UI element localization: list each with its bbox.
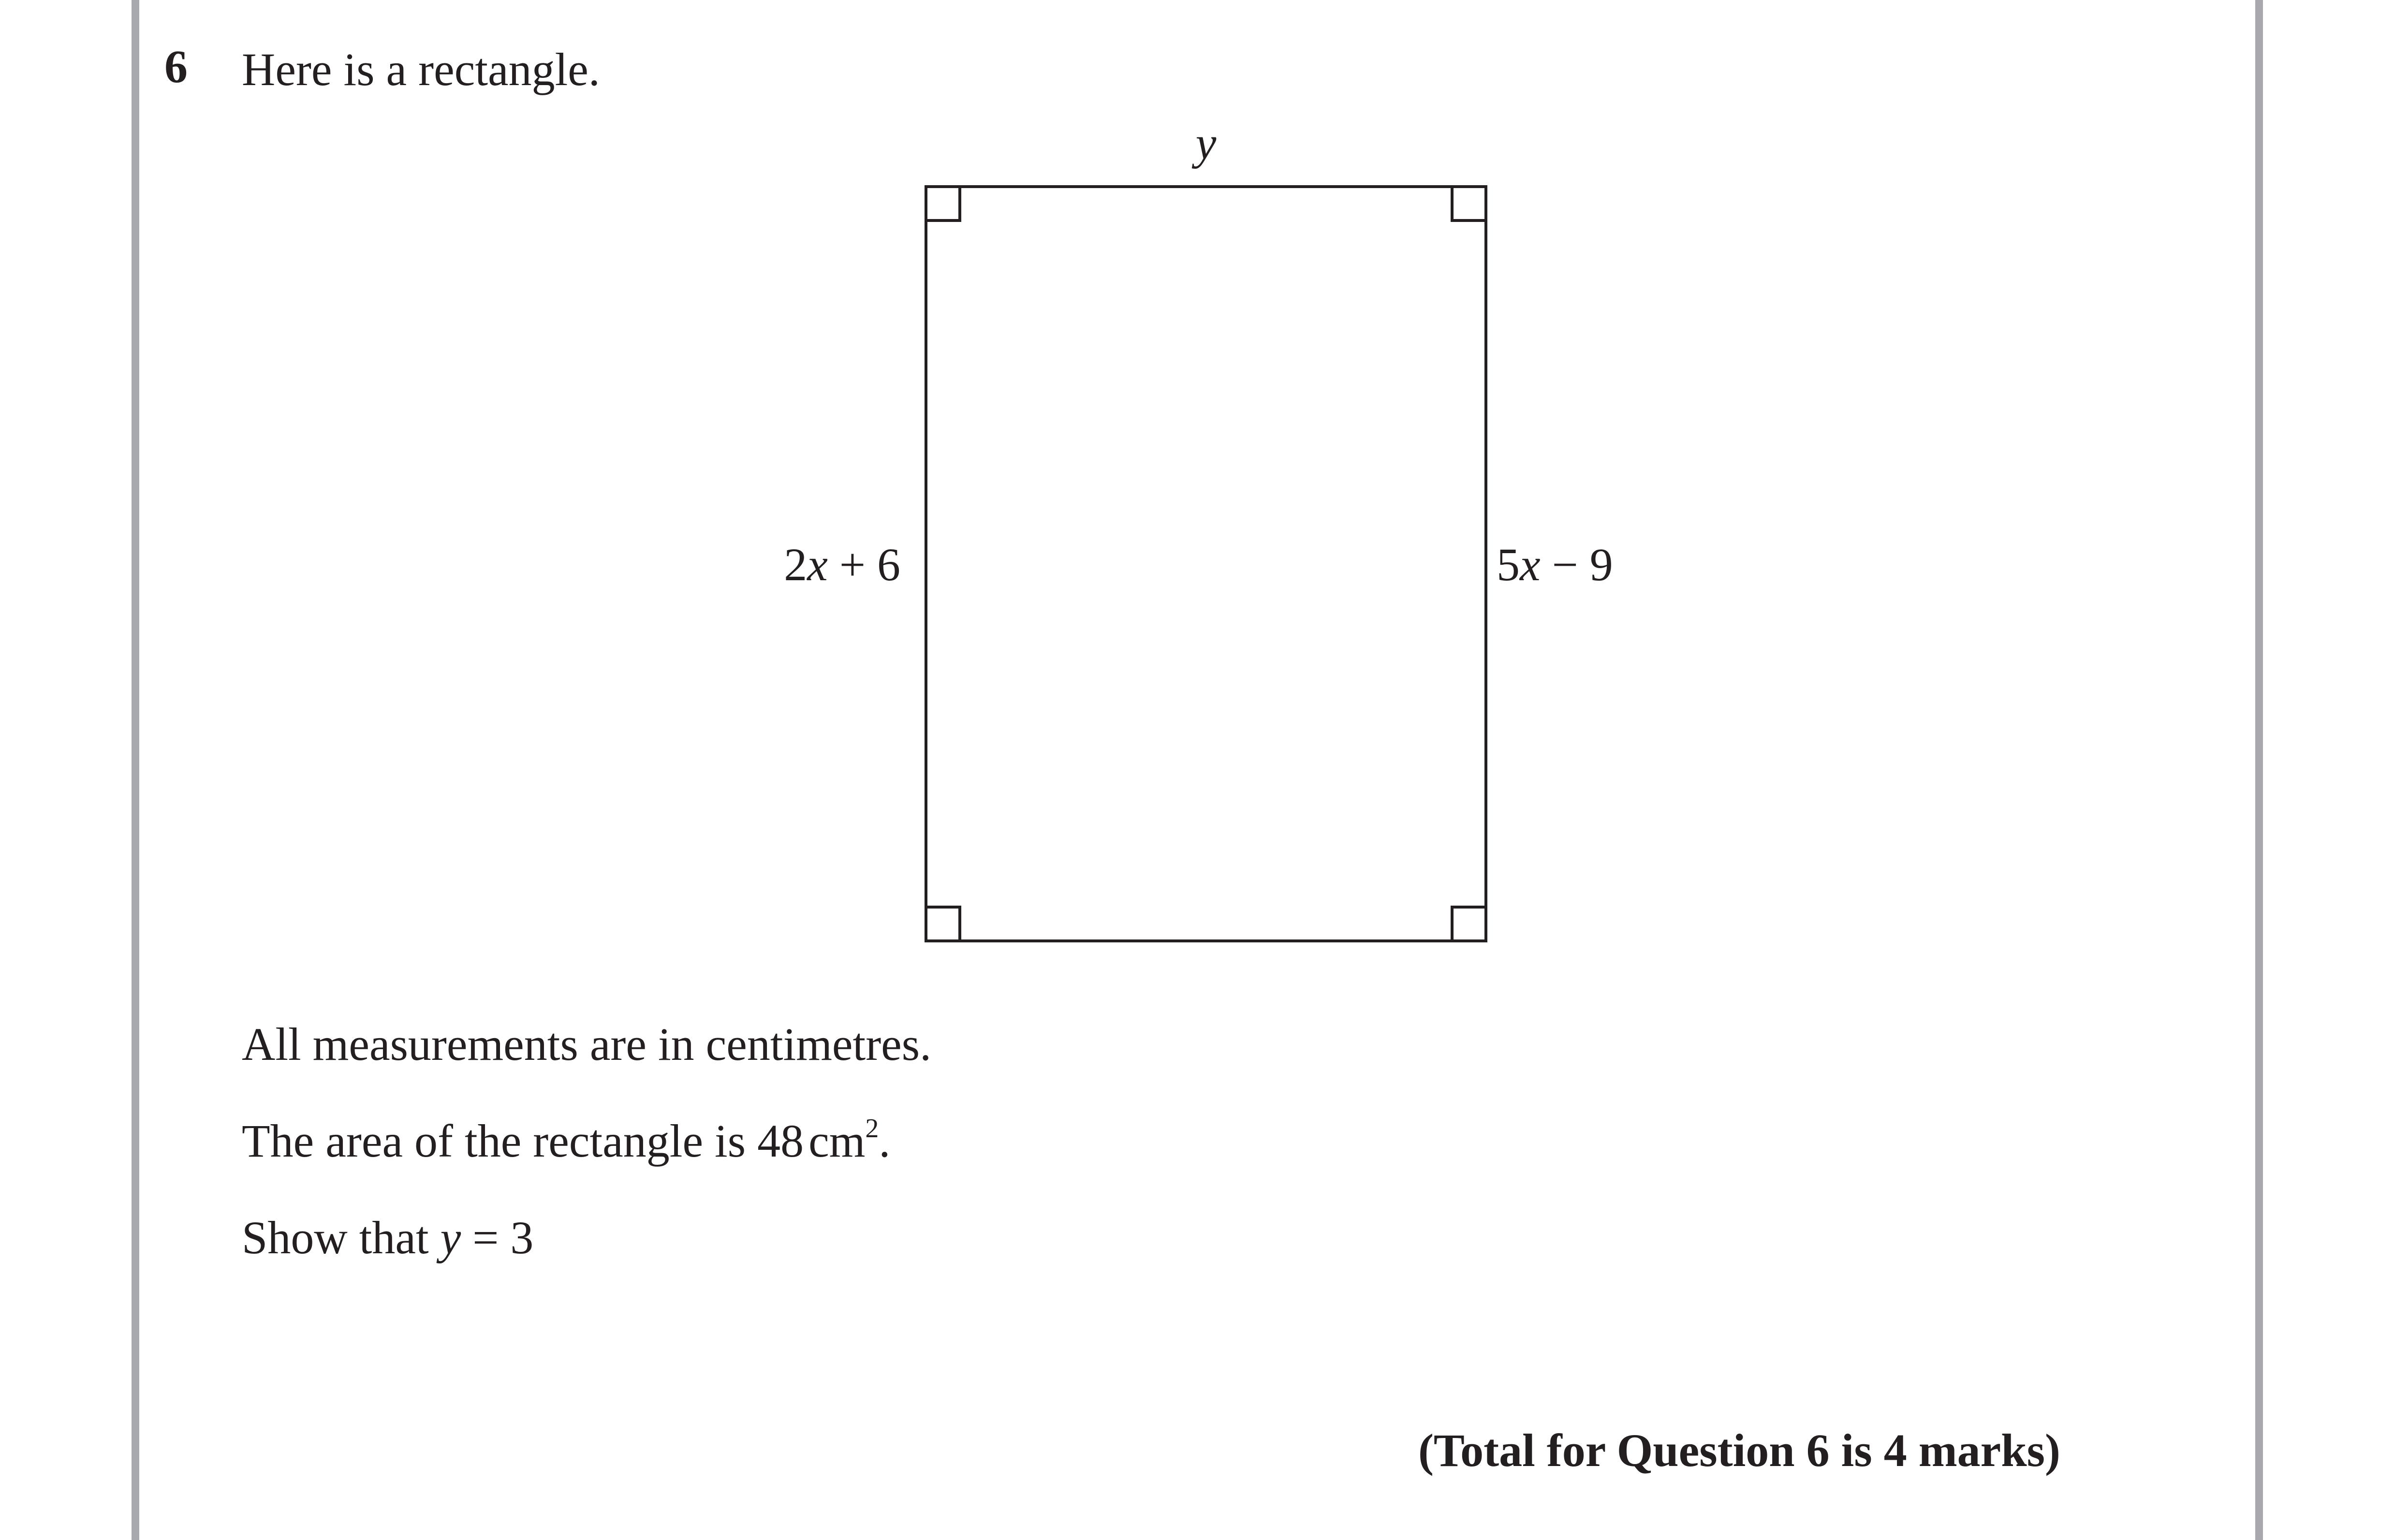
right-angle-marker-bottom-left (926, 907, 960, 941)
show-that-instruction: Show that y = 3 (242, 1212, 534, 1263)
question-intro: Here is a rectangle. (242, 44, 600, 95)
label-left-side: 2x + 6 (784, 539, 900, 590)
right-angle-marker-top-right (1452, 187, 1486, 220)
label-top-side: y (1195, 117, 1217, 169)
label-right-side: 5x − 9 (1497, 539, 1613, 590)
statement-area: The area of the rectangle is 48 $cm^2$. (242, 1114, 891, 1167)
statement-measurements: All measurements are in centimetres. (242, 1018, 932, 1070)
right-angle-marker-bottom-right (1452, 907, 1486, 941)
rectangle-shape (926, 187, 1486, 941)
total-marks: (Total for Question 6 is 4 marks) (1418, 1424, 2060, 1476)
question-number: 6 (164, 41, 188, 92)
right-angle-marker-top-left (926, 187, 960, 220)
